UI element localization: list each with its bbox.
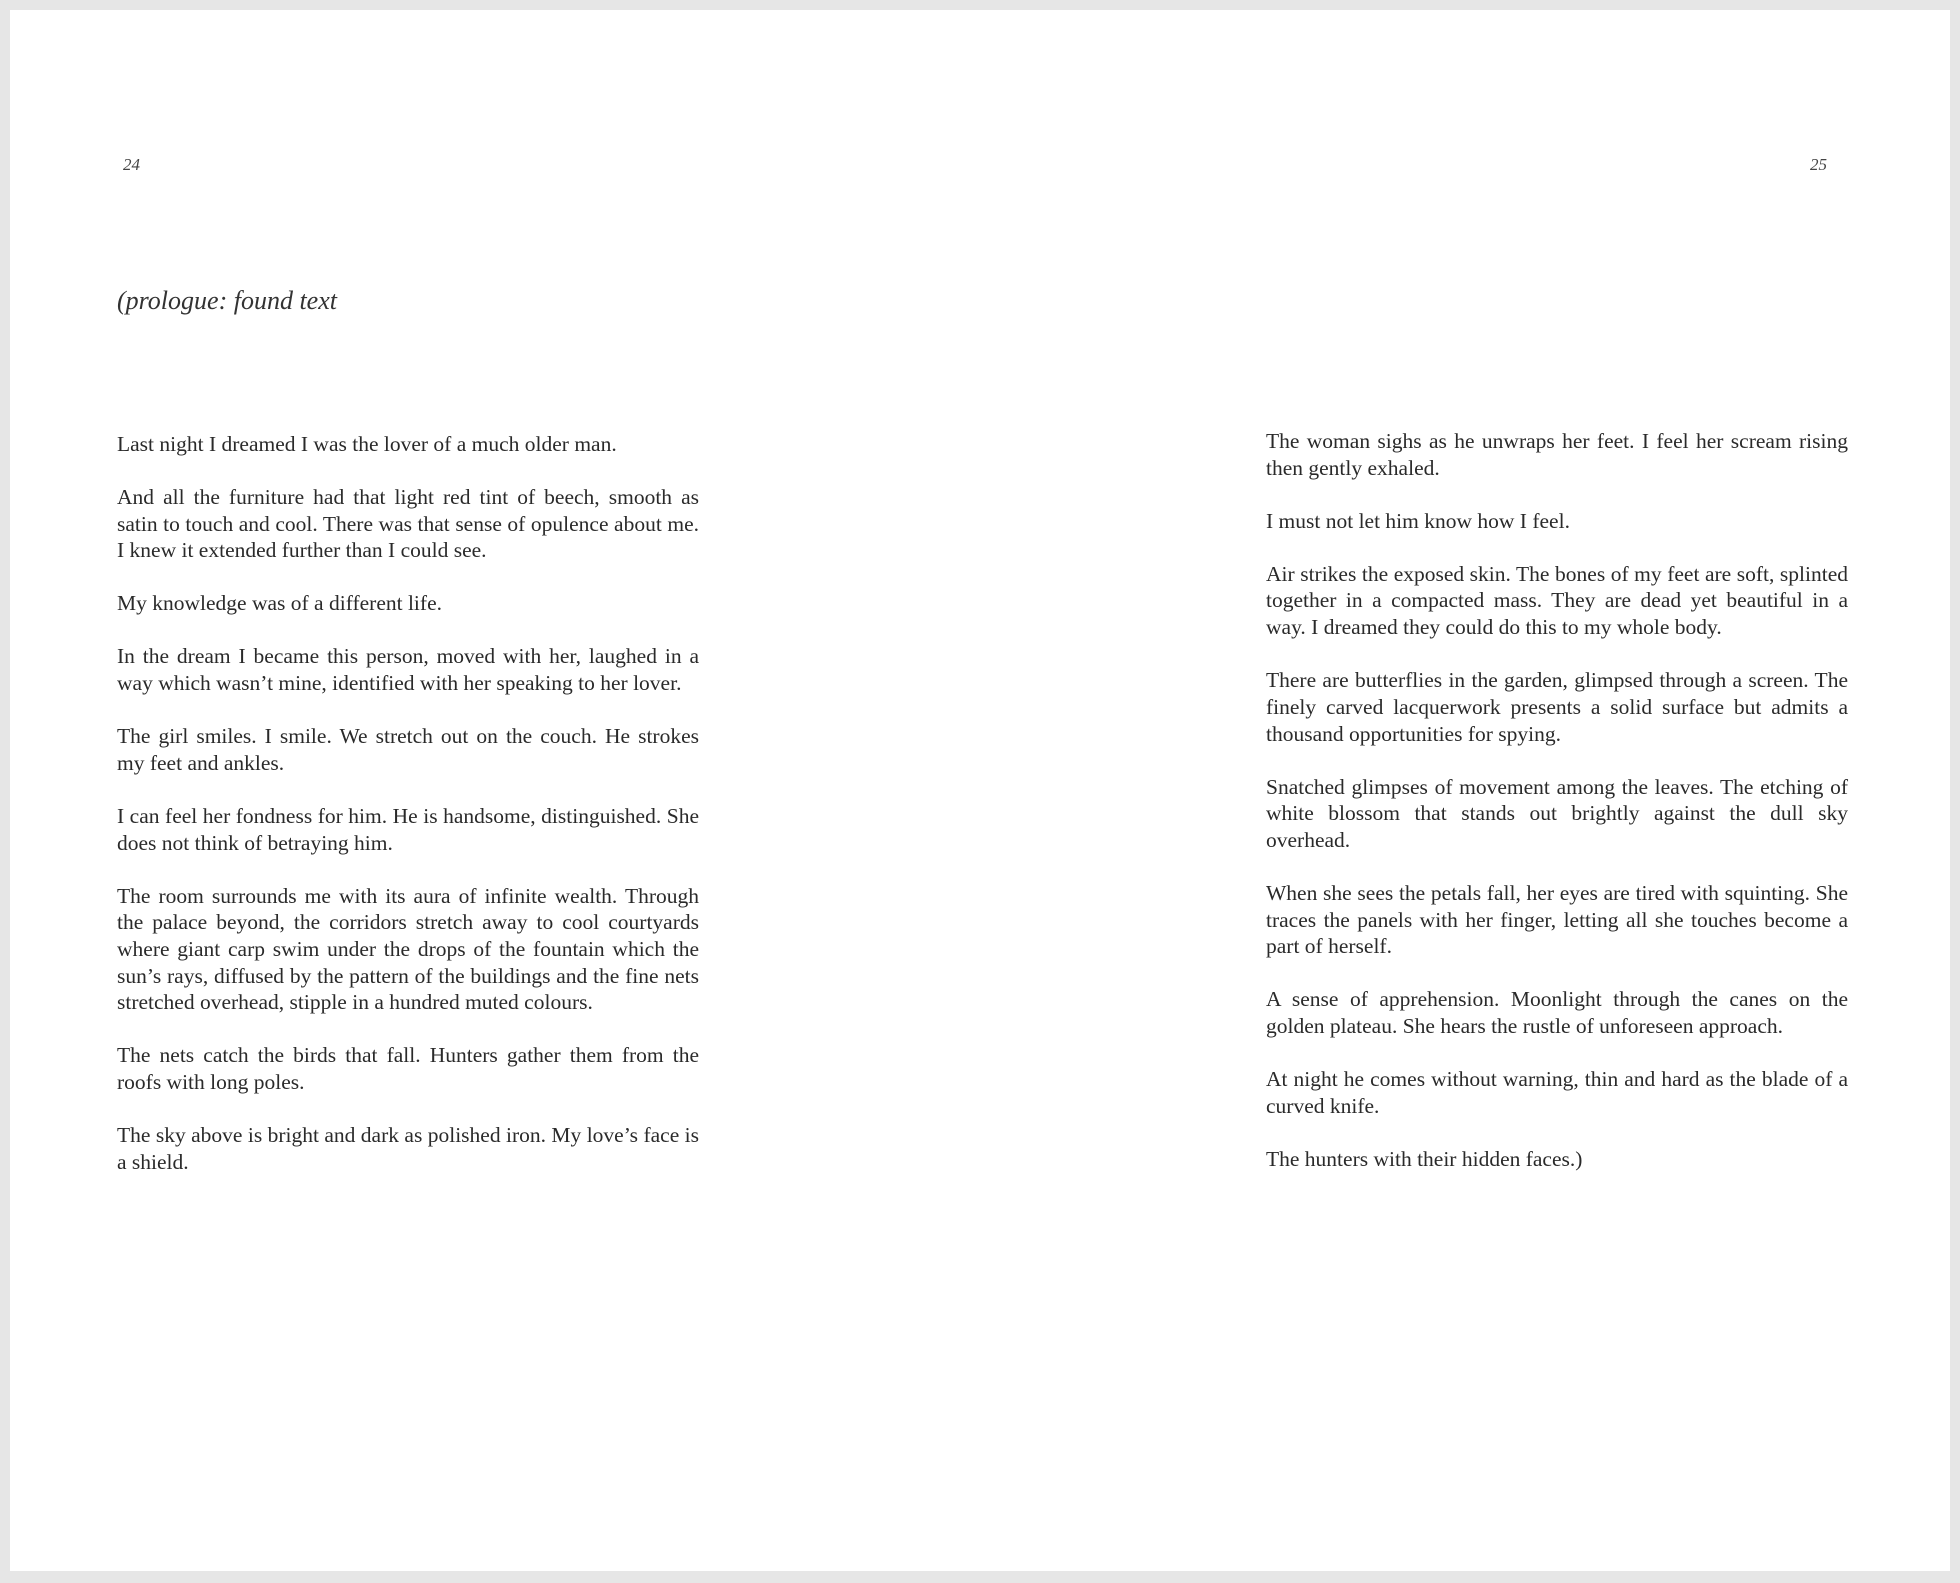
book-spread xyxy=(10,10,1950,1571)
paragraph: I must not let him know how I feel. xyxy=(1266,508,1570,533)
paragraph: My knowledge was of a different life. xyxy=(117,591,442,616)
paragraph: There are butterflies in the garden, glimpsed through a screen. The finely carved lacquerwork presents a solid surface but admits a thousand opportunities for spying. xyxy=(1266,668,1848,746)
paragraph: A sense of apprehension. Moonlight through the canes on the golden plateau. She hears the rustle of unforeseen approach. xyxy=(1266,987,1848,1039)
paragraph: Air strikes the exposed skin. The bones of my feet are soft, splinted together in a compacted mass. They are dead yet beautiful in a way. I dreamed they could do this to my whole body. xyxy=(1266,561,1848,640)
left-page-text xyxy=(117,431,699,1202)
paragraph: Last night I dreamed I was the lover of a much older man. xyxy=(117,432,617,456)
paragraph: The girl smiles. I smile. We stretch out on the couch. He strokes my feet and ankles. xyxy=(117,724,699,775)
paragraph: The sky above is bright and dark as polished iron. My love’s face is a shield. xyxy=(117,1123,699,1174)
paragraph: I can feel her fondness for him. He is handsome, distinguished. She does not think of betraying him. xyxy=(117,803,699,855)
paragraph: The nets catch the birds that fall. Hunters gather them from the roofs with long poles. xyxy=(117,1043,699,1095)
page-number-left: 24 xyxy=(123,155,140,174)
section-heading: (prologue: found text xyxy=(117,286,337,315)
paragraph: The room surrounds me with its aura of infinite wealth. Through the palace beyond, the corridors stretch away to cool courtyards where giant carp swim under the drops of the fountain which the sun’s rays, diffused by the pattern of the buildings and the fine nets stretched overhead, stipple in a hundred muted colours. xyxy=(117,883,699,1015)
paragraph: In the dream I became this person, moved with her, laughed in a way which wasn’t mine, identified with her speaking to her lover. xyxy=(117,644,699,696)
paragraph: The woman sighs as he unwraps her feet. I feel her scream rising then gently exhaled. xyxy=(1266,429,1848,480)
paragraph: The hunters with their hidden faces.) xyxy=(1266,1146,1583,1171)
paragraph: At night he comes without warning, thin and hard as the blade of a curved knife. xyxy=(1266,1067,1848,1118)
paragraph: When she sees the petals fall, her eyes are tired with squinting. She traces the panels with her finger, letting all she touches become a part of herself. xyxy=(1266,880,1848,959)
page-number-right: 25 xyxy=(1810,155,1827,174)
paragraph: Snatched glimpses of movement among the leaves. The etching of white blossom that stands out brightly against the dull sky overhead. xyxy=(1266,774,1848,852)
right-page-text xyxy=(1266,428,1848,1199)
paragraph: And all the furniture had that light red tint of beech, smooth as satin to touch and cool. There was that sense of opulence about me. I knew it extended further than I could see. xyxy=(117,485,699,563)
